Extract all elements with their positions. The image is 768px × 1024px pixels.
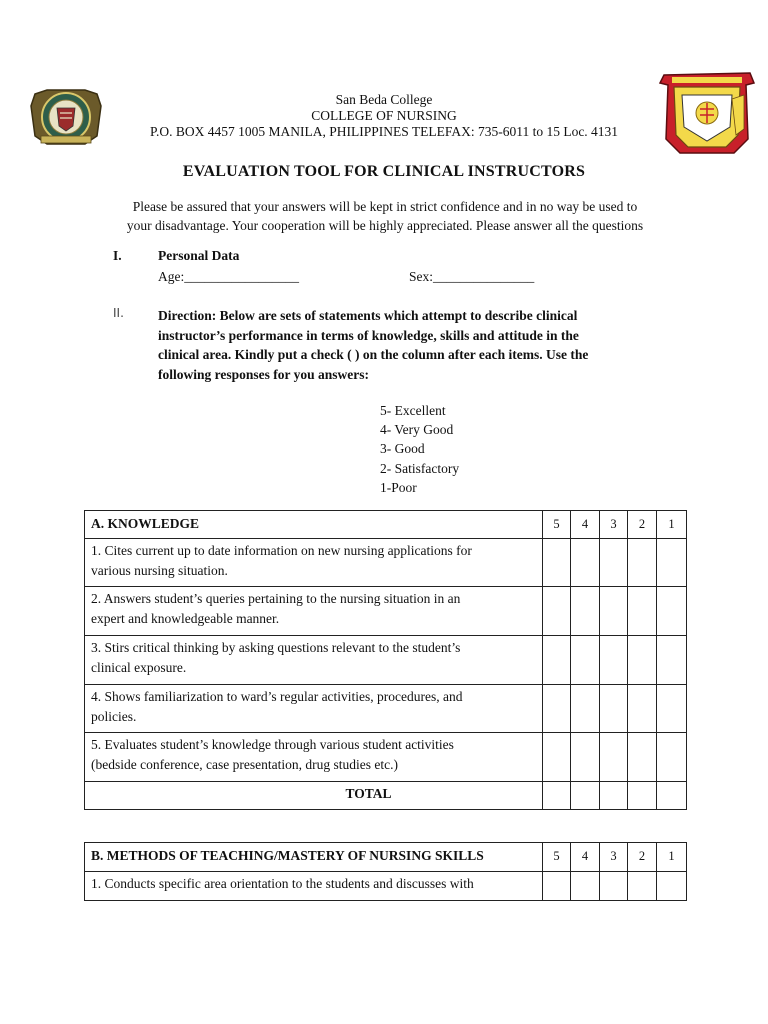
total-cell[interactable] <box>628 782 657 810</box>
scale-item: 4- Very Good <box>380 422 454 438</box>
scale-item: 1-Poor <box>380 479 417 495</box>
total-label: TOTAL <box>85 782 543 810</box>
rating-cell[interactable] <box>657 733 687 782</box>
table-row <box>85 539 687 587</box>
statement-line: 4. Shows familiarization to ward’s regular activities, procedures, and <box>91 689 463 704</box>
table-b-heading: B. METHODS OF TEACHING/MASTERY OF NURSING SKILLS <box>85 843 543 872</box>
table-a-heading: A. KNOWLEDGE <box>85 511 543 539</box>
statement-line: (bedside conference, case presentation, drug studies etc.) <box>91 756 398 772</box>
department-name: COLLEGE OF NURSING <box>311 108 457 123</box>
direction-line: instructor’s performance in terms of knowledge, skills and attitude in the <box>158 327 579 343</box>
rating-cell[interactable] <box>628 587 657 636</box>
direction-line: following responses for you answers: <box>158 366 370 382</box>
rating-cell[interactable] <box>600 587 628 636</box>
section-1-heading: Personal Data <box>158 248 240 263</box>
intro-line: your disadvantage. Your cooperation will be highly appreciated. Please answer all the questions <box>126 218 644 233</box>
rating-cell[interactable] <box>571 733 600 782</box>
intro-line: Please be assured that your answers will be kept in strict confidence and in no way be used to <box>132 199 638 214</box>
rating-cell[interactable] <box>657 636 687 685</box>
rating-cell[interactable] <box>628 539 657 587</box>
sex-field[interactable]: Sex:_______________ <box>409 269 535 284</box>
statement-line: various nursing situation. <box>91 562 228 578</box>
rating-cell[interactable] <box>600 872 628 901</box>
rating-cell[interactable] <box>571 872 600 901</box>
statement-cell <box>85 539 543 587</box>
document-title: EVALUATION TOOL FOR CLINICAL INSTRUCTORS <box>182 163 586 180</box>
rating-cell[interactable] <box>571 587 600 636</box>
rating-cell[interactable] <box>600 539 628 587</box>
rating-col-4: 4 <box>571 843 600 872</box>
rating-cell[interactable] <box>600 636 628 685</box>
rating-cell[interactable] <box>600 685 628 733</box>
statement-line: policies. <box>91 708 137 724</box>
statement-line: expert and knowledgeable manner. <box>91 610 280 626</box>
section-2-number: II. <box>113 306 124 320</box>
total-cell[interactable] <box>543 782 571 810</box>
table-row <box>85 733 687 782</box>
statement-cell <box>85 636 543 685</box>
statement-line: 3. Stirs critical thinking by asking questions relevant to the student’s <box>91 640 461 655</box>
rating-col-4: 4 <box>571 511 600 539</box>
statement-line: 5. Evaluates student’s knowledge through various student activities <box>91 737 454 752</box>
rating-cell[interactable] <box>571 636 600 685</box>
intro-paragraph <box>84 197 686 235</box>
total-cell[interactable] <box>571 782 600 810</box>
section-1-number: I. <box>113 248 122 263</box>
rating-cell[interactable] <box>600 733 628 782</box>
table-row <box>85 872 687 901</box>
table-row <box>85 685 687 733</box>
age-field[interactable]: Age:_________________ <box>158 269 299 284</box>
statement-line: 1. Cites current up to date information on new nursing applications for <box>91 543 472 558</box>
table-header-row <box>85 843 687 872</box>
rating-cell[interactable] <box>571 539 600 587</box>
rating-col-2: 2 <box>628 843 657 872</box>
rating-col-5: 5 <box>543 843 571 872</box>
scale-item: 2- Satisfactory <box>380 460 460 476</box>
scale-item: 5- Excellent <box>380 403 446 418</box>
rating-cell[interactable] <box>543 587 571 636</box>
rating-cell[interactable] <box>543 636 571 685</box>
table-header-row <box>85 511 687 539</box>
rating-cell[interactable] <box>543 872 571 901</box>
statement-cell <box>85 733 543 782</box>
knowledge-table <box>84 510 687 810</box>
rating-cell[interactable] <box>657 587 687 636</box>
statement-line: clinical exposure. <box>91 659 187 675</box>
total-row <box>85 782 687 810</box>
rating-cell[interactable] <box>543 733 571 782</box>
college-address: P.O. BOX 4457 1005 MANILA, PHILIPPINES TELEFAX: 735-6011 to 15 Loc. 4131 <box>149 124 619 139</box>
total-cell[interactable] <box>600 782 628 810</box>
direction-line: clinical area. Kindly put a check ( ) on the column after each items. Use the <box>158 347 589 362</box>
statement-cell <box>85 587 543 636</box>
statement-cell <box>85 872 543 901</box>
rating-cell[interactable] <box>543 685 571 733</box>
rating-cell[interactable] <box>628 685 657 733</box>
statement-line: 2. Answers student’s queries pertaining to the nursing situation in an <box>91 591 461 606</box>
table-row <box>85 636 687 685</box>
rating-col-1: 1 <box>657 843 687 872</box>
rating-cell[interactable] <box>571 685 600 733</box>
total-cell[interactable] <box>657 782 687 810</box>
rating-scale-legend <box>380 401 459 497</box>
rating-col-1: 1 <box>657 511 687 539</box>
rating-col-5: 5 <box>543 511 571 539</box>
rating-cell[interactable] <box>657 685 687 733</box>
methods-of-teaching-table <box>84 842 687 901</box>
rating-cell[interactable] <box>657 872 687 901</box>
rating-cell[interactable] <box>657 539 687 587</box>
college-name: San Beda College <box>335 92 433 107</box>
rating-cell[interactable] <box>628 872 657 901</box>
direction-text <box>158 306 658 384</box>
table-row <box>85 587 687 636</box>
rating-col-2: 2 <box>628 511 657 539</box>
direction-line: Direction: Below are sets of statements which attempt to describe clinical <box>158 308 578 323</box>
statement-cell <box>85 685 543 733</box>
rating-cell[interactable] <box>628 636 657 685</box>
statement-line: 1. Conducts specific area orientation to the students and discusses with <box>91 876 474 891</box>
scale-item: 3- Good <box>380 441 425 457</box>
rating-cell[interactable] <box>543 539 571 587</box>
rating-cell[interactable] <box>628 733 657 782</box>
rating-col-3: 3 <box>600 843 628 872</box>
rating-col-3: 3 <box>600 511 628 539</box>
